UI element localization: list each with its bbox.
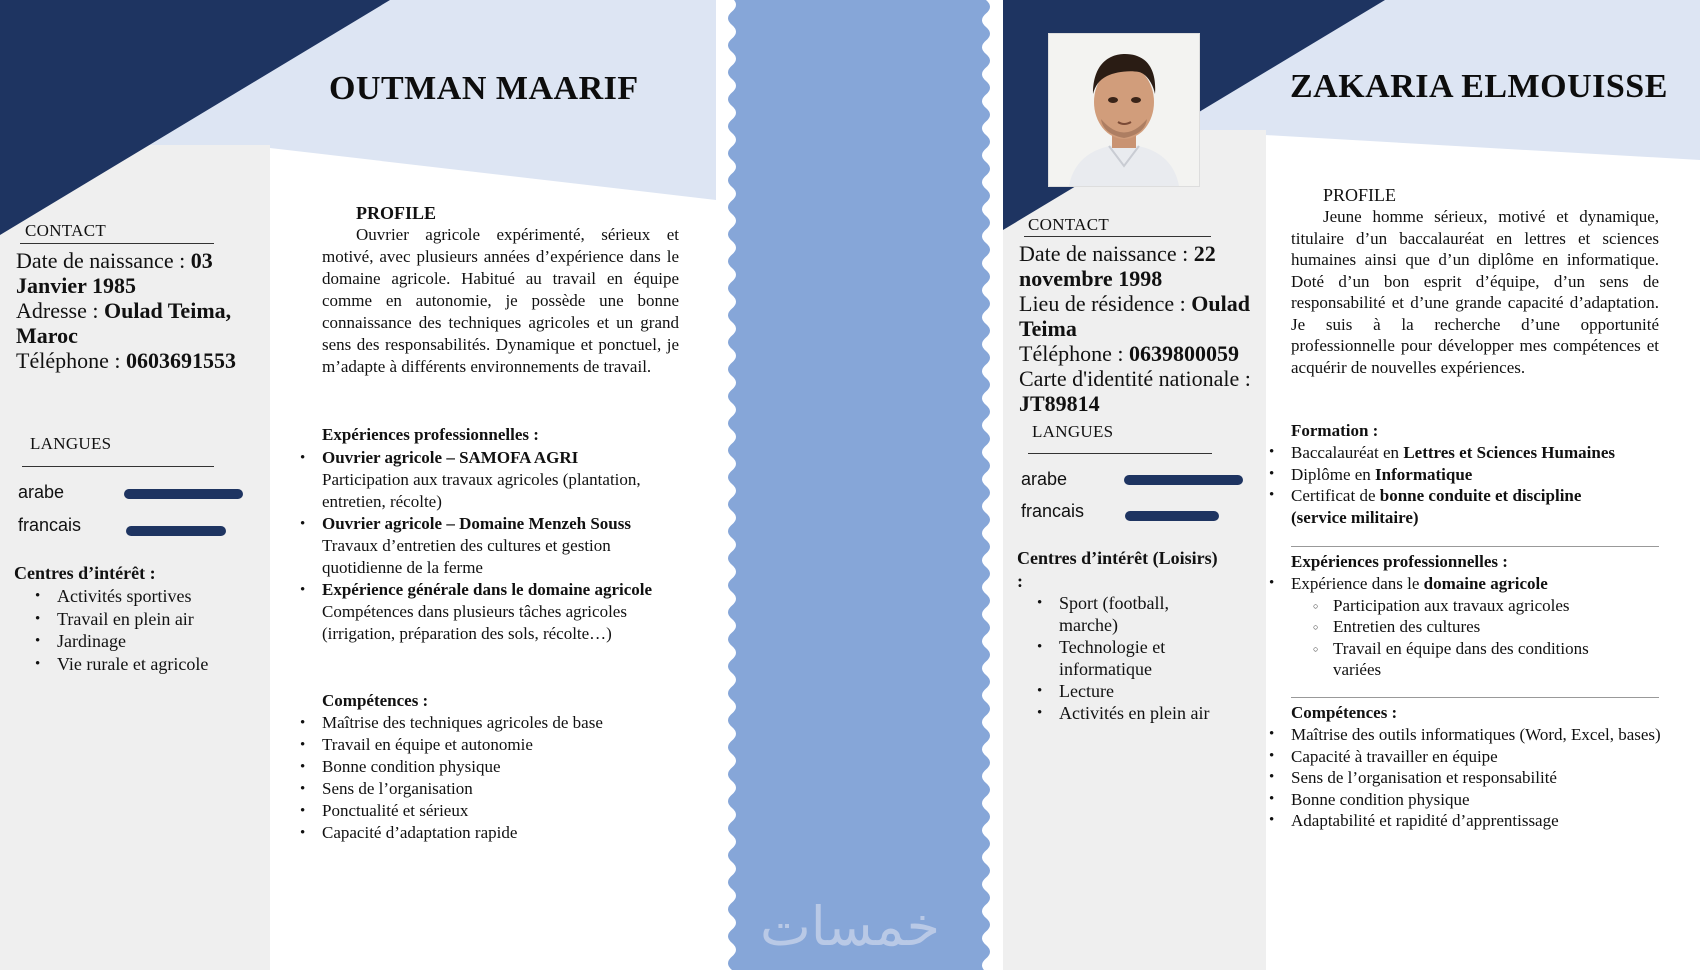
left-address-value-2: Maroc (16, 323, 78, 348)
right-interests-list (1059, 592, 1229, 724)
list-item: ○ Entretien des cultures (1333, 616, 1633, 638)
right-interests-heading-colon: : (1017, 571, 1023, 591)
right-section-divider (1291, 546, 1659, 547)
right-phone-value: 0639800059 (1128, 341, 1239, 366)
person-photo-illustration (1049, 34, 1199, 186)
left-language-arabe: arabe (18, 482, 65, 502)
left-profile-text: Ouvrier agricole expérimenté, sérieux et motivé, avec plusieurs années d’expérience dans le domaine agricole. Habitué au travail en équipe comme en autonomie, je possède une bonne connaissance des techniques agricoles et un grand sens des responsabilités. Dynamique et ponctuel, je m’adapte à différents environnements de travail. (322, 225, 679, 376)
left-language-francais: francais (18, 515, 82, 535)
list-item: • Technologie et informatique (1059, 636, 1229, 680)
watermark-logo: خمسات (759, 895, 941, 958)
left-skills-heading: Compétences : (322, 691, 429, 710)
list-item: ○ Travail en équipe dans des conditions variées (1333, 638, 1633, 681)
list-item: • Vie rurale et agricole (57, 653, 208, 676)
right-contact-rule (1024, 236, 1211, 237)
exp-desc: Compétences dans plusieurs tâches agricoles (irrigation, préparation des sols, récolte…) (322, 602, 627, 643)
list-item (322, 579, 662, 645)
right-language-arabe-bar (1124, 475, 1243, 485)
list-item (1291, 442, 1661, 464)
right-formation-list (1291, 442, 1661, 528)
left-birth-value-2: Janvier 1985 (16, 273, 136, 298)
right-experience-list (1291, 573, 1661, 681)
left-cv-name: OUTMAN MAARIF (329, 70, 639, 107)
left-language-arabe-bar (124, 489, 243, 499)
list-item: • Travail en équipe et autonomie (322, 734, 603, 756)
experience-bold: domaine agricole (1423, 574, 1548, 593)
list-item: • Sens de l’organisation et responsabilité (1291, 767, 1661, 789)
right-interests-heading: Centres d’intérêt (Loisirs) (1017, 548, 1218, 568)
list-item: • Jardinage (57, 630, 208, 653)
left-birth-label: Date de naissance : (16, 248, 191, 273)
right-id-value: JT89814 (1019, 391, 1100, 416)
right-skills-heading: Compétences : (1291, 703, 1398, 722)
right-id-label: Carte d'identité nationale : (1019, 366, 1251, 391)
exp-title: Ouvrier agricole – Domaine Menzeh Souss (322, 514, 631, 533)
experience-sub-list (1291, 595, 1633, 681)
list-item: • Activités sportives (57, 585, 208, 608)
list-item: • Sens de l’organisation (322, 778, 603, 800)
list-item (322, 447, 692, 513)
left-languages-rule (22, 466, 214, 467)
right-skills-list (1291, 724, 1661, 832)
list-item: • Activités en plein air (1059, 702, 1229, 724)
left-interests-list (57, 585, 208, 675)
left-languages-heading: LANGUES (30, 434, 112, 453)
left-contact-heading: CONTACT (25, 221, 107, 240)
list-item: • Travail en plein air (57, 608, 208, 631)
right-residence-value: Oulad (1191, 291, 1250, 316)
left-language-francais-bar (126, 526, 226, 536)
right-cv-name: ZAKARIA ELMOUISSE (1290, 68, 1668, 105)
right-languages-heading: LANGUES (1032, 422, 1114, 441)
formation-bold: Lettres et Sciences Humaines (1403, 443, 1615, 462)
left-address-value: Oulad Teima, (103, 298, 232, 323)
right-language-francais-bar (1125, 511, 1219, 521)
right-formation-heading: Formation : (1291, 421, 1379, 440)
left-address-label: Adresse : (16, 298, 104, 323)
profile-photo (1048, 33, 1200, 187)
list-item: • Bonne condition physique (1291, 789, 1661, 811)
right-residence-value-2: Teima (1019, 316, 1077, 341)
list-item: • Capacité à travailler en équipe (1291, 746, 1661, 768)
left-interests-heading: Centres d’intérêt : (14, 563, 156, 583)
right-contact-heading: CONTACT (1028, 215, 1110, 234)
formation-text: Baccalauréat en (1291, 443, 1404, 462)
exp-desc: Travaux d’entretien des cultures et gestion quotidienne de la ferme (322, 536, 611, 577)
right-profile-text: Jeune homme sérieux, motivé et dynamique, titulaire d’un baccalauréat en lettres et sciences humaines ainsi que d’un diplôme en informatique. Doté d’un bon esprit d’équipe, d’un sens de responsabilité et d’une grande capacité d’adaptation. Je suis à la recherche d’une opportunité professionnelle pour développer mes compétences et acquérir de nouvelles expériences. (1291, 207, 1659, 377)
experience-text: Expérience dans le (1291, 574, 1424, 593)
left-experience-heading: Expériences professionnelles : (322, 425, 539, 444)
right-language-francais: francais (1021, 501, 1085, 521)
list-item (1291, 573, 1661, 681)
left-contact-block (16, 248, 266, 373)
exp-title: Expérience générale dans le domaine agricole (322, 580, 653, 599)
left-phone-value: 0603691553 (125, 348, 236, 373)
list-item: ○ Participation aux travaux agricoles (1333, 595, 1633, 617)
left-contact-rule (20, 243, 214, 244)
list-item (1291, 485, 1621, 528)
right-languages-rule (1028, 453, 1212, 454)
left-experience-list (322, 447, 692, 645)
formation-text: Diplôme en (1291, 464, 1376, 484)
exp-desc: Participation aux travaux agricoles (plantation, entretien, récolte) (322, 470, 641, 511)
list-item (1291, 464, 1661, 486)
middle-wavy-strip (728, 0, 990, 970)
list-item: • Capacité d’adaptation rapide (322, 822, 603, 844)
right-birth-value-2: novembre 1998 (1019, 266, 1163, 291)
list-item: • Adaptabilité et rapidité d’apprentissage (1291, 810, 1661, 832)
list-item (322, 513, 692, 579)
right-residence-label: Lieu de résidence : (1019, 291, 1192, 316)
list-item: • Maîtrise des techniques agricoles de base (322, 712, 603, 734)
right-section-divider (1291, 697, 1659, 698)
list-item: • Maîtrise des outils informatiques (Word, Excel, bases) (1291, 724, 1661, 746)
formation-bold: bonne conduite et discipline (service militaire) (1291, 486, 1582, 527)
right-profile-heading: PROFILE (1323, 185, 1397, 205)
list-item: • Bonne condition physique (322, 756, 603, 778)
list-item: • Ponctualité et sérieux (322, 800, 603, 822)
list-item: • Lecture (1059, 680, 1229, 702)
left-phone-label: Téléphone : (16, 348, 126, 373)
right-experience-heading: Expériences professionnelles : (1291, 552, 1508, 571)
right-birth-value: 22 (1193, 241, 1216, 266)
right-language-arabe: arabe (1021, 469, 1068, 489)
left-profile-heading: PROFILE (356, 203, 437, 223)
right-birth-label: Date de naissance : (1019, 241, 1194, 266)
left-skills-list (322, 712, 603, 844)
formation-text: Certificat de (1291, 486, 1380, 505)
right-contact-block (1019, 241, 1269, 416)
exp-title: Ouvrier agricole – SAMOFA AGRI (322, 448, 579, 467)
left-birth-value: 03 (190, 248, 213, 273)
list-item: • Sport (football, marche) (1059, 592, 1229, 636)
formation-bold: Informatique (1375, 464, 1473, 484)
right-phone-label: Téléphone : (1019, 341, 1129, 366)
